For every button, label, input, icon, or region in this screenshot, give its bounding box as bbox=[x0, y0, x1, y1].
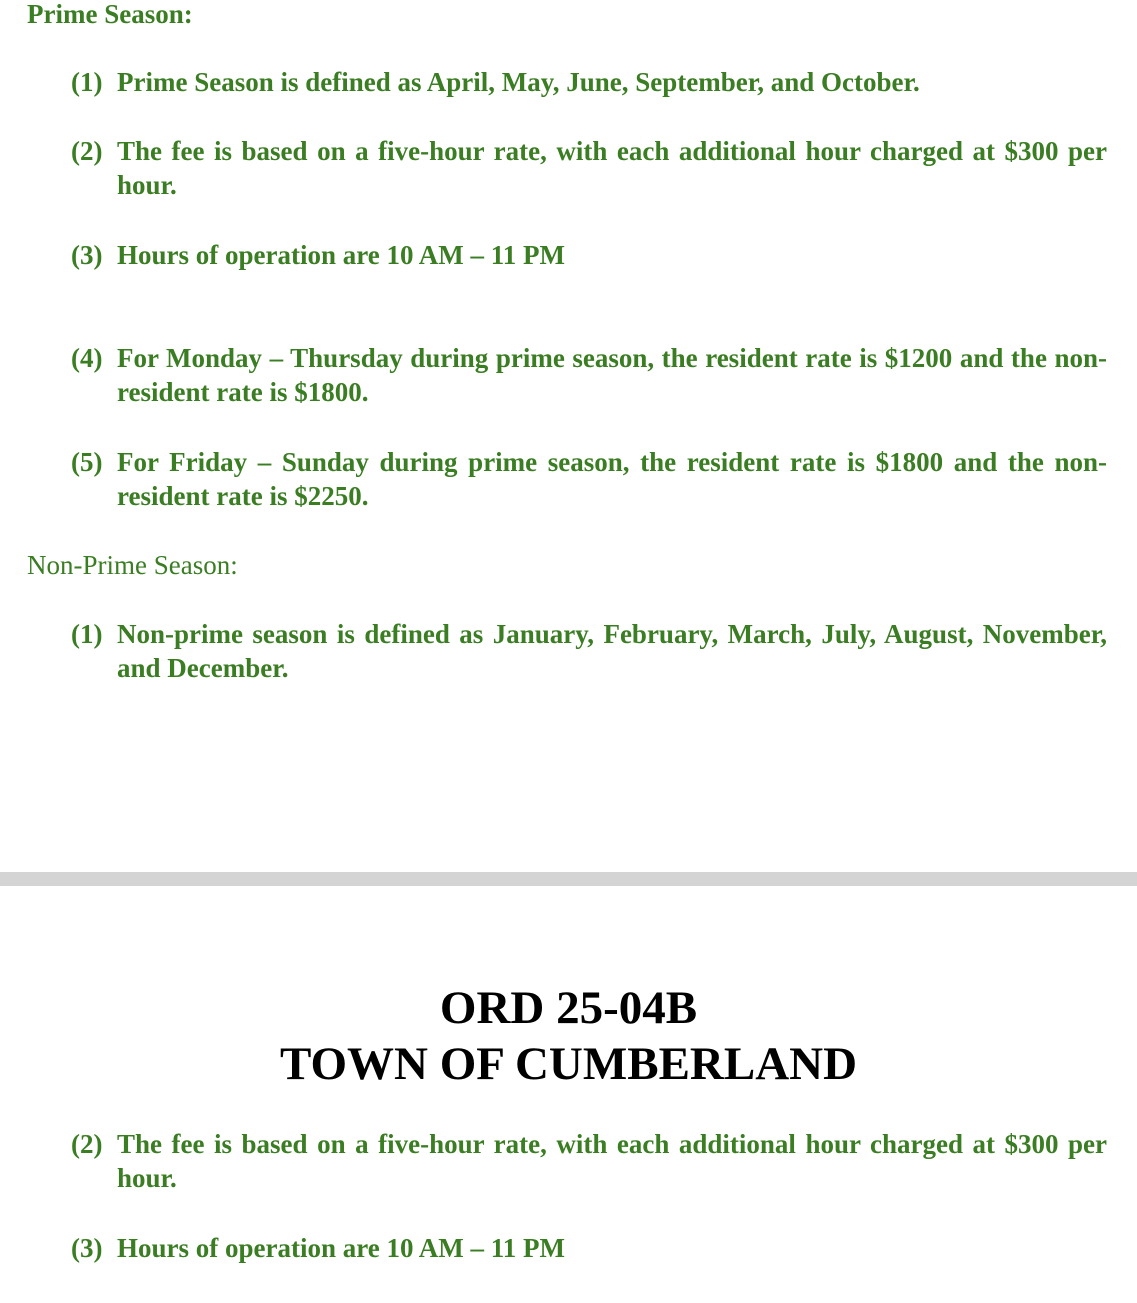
item-text: Hours of operation are 10 AM – 11 PM bbox=[117, 1233, 565, 1263]
item-number: (3) bbox=[71, 240, 103, 270]
item-text: Hours of operation are 10 AM – 11 PM bbox=[117, 240, 565, 270]
prime-item-1 bbox=[71, 65, 1107, 99]
item-text: The fee is based on a five-hour rate, with each additional hour charged at $300 per hour. bbox=[117, 136, 1107, 200]
page-divider bbox=[0, 872, 1137, 886]
item-text: Non-prime season is defined as January, February, March, July, August, November, and December. bbox=[117, 619, 1107, 683]
prime-item-3 bbox=[71, 238, 1107, 272]
prime-item-5 bbox=[71, 445, 1107, 513]
nonprime-item-1 bbox=[71, 617, 1107, 685]
item-number: (4) bbox=[71, 343, 103, 373]
item-text: The fee is based on a five-hour rate, with each additional hour charged at $300 per hour. bbox=[117, 1129, 1107, 1193]
page2-item-3 bbox=[71, 1231, 1107, 1265]
item-text: For Monday – Thursday during prime season, the resident rate is $1200 and the non-resident rate is $1800. bbox=[117, 343, 1107, 407]
item-number: (5) bbox=[71, 447, 103, 477]
prime-item-4 bbox=[71, 341, 1107, 409]
item-text: For Friday – Sunday during prime season, the resident rate is $1800 and the non-resident rate is $2250. bbox=[117, 447, 1107, 511]
item-number: (1) bbox=[71, 67, 103, 97]
prime-season-heading: Prime Season: bbox=[27, 0, 193, 29]
item-number: (2) bbox=[71, 1129, 103, 1159]
town-name: TOWN OF CUMBERLAND bbox=[279, 1038, 858, 1090]
item-text: Prime Season is defined as April, May, June, September, and October. bbox=[117, 67, 920, 97]
item-number: (3) bbox=[71, 1233, 103, 1263]
nonprime-season-heading: Non-Prime Season: bbox=[27, 550, 238, 580]
prime-item-2 bbox=[71, 134, 1107, 202]
ordinance-number: ORD 25-04B bbox=[439, 982, 698, 1034]
item-number: (2) bbox=[71, 136, 103, 166]
page2-item-2 bbox=[71, 1127, 1107, 1195]
item-number: (1) bbox=[71, 619, 103, 649]
